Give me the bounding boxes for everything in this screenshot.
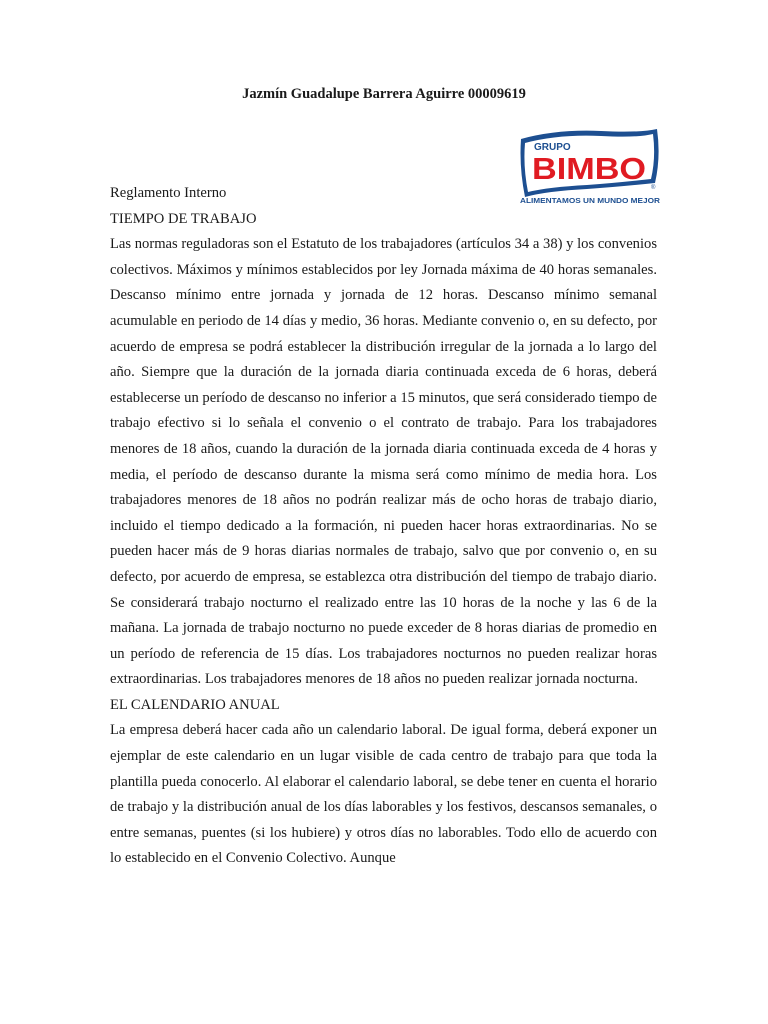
section-heading-calendario: EL CALENDARIO ANUAL <box>110 696 280 713</box>
section-paragraph-calendario: La empresa deberá hacer cada año un calendario laboral. De igual forma, deberá exponer un ejemplar de este calendario en un lugar visible de cada centro de trabajo para que toda la plantilla pueda conocerlo. Al elaborar el calendario laboral, se debe tener en cuenta el horario de trabajo y la distribución anual de los días laborables y los festivos, descansos semanales, o entre semanas, puentes (si los hubiere) y otros días no laborables. Todo ello de acuerdo con lo establecido en el Convenio Colectivo. Aunque <box>110 722 657 867</box>
author-line: Jazmín Guadalupe Barrera Aguirre 00009619 <box>242 86 526 102</box>
logo-brand-text: BIMBO <box>532 151 646 186</box>
logo-registered-mark: ® <box>651 185 656 191</box>
section-paragraph-tiempo: Las normas reguladoras son el Estatuto de los trabajadores (artículos 34 a 38) y los convenios colectivos. Máximos y mínimos establecidos por ley Jornada máxima de 40 horas semanales. Descanso mínimo entre jornada y jornada de 12 horas. Descanso mínimo semanal acumulable en periodo de 14 días y medio, 36 horas. Mediante convenio o, en su defecto, por acuerdo de empresa se podrá establecer la distribución irregular de la jornada a lo largo del año. Siempre que la duración de la jornada diaria continuada exceda de 6 horas, deberá establecerse un período de descanso no inferior a 15 minutos, que será considerado tiempo de trabajo efectivo si lo señala el convenio o el contrato de trabajo. Para los trabajadores menores de 18 años, cuando la duración de la jornada diaria continuada exceda de 4 horas y media, el período de descanso durante la misma será como mínimo de media hora. Los trabajadores menores de 18 años no podrán realizar más de ocho horas de trabajo diario, incluido el tiempo dedicado a la formación, ni pueden hacer horas extraordinarias. No se pueden hacer más de 9 horas diarias normales de trabajo, salvo que por convenio o, en su defecto, por acuerdo de empresa, se establezca otra distribución del tiempo de trabajo diario. Se considerará trabajo nocturno el realizado entre las 10 horas de la noche y las 6 de la mañana. La jornada de trabajo nocturno no puede exceder de 8 horas diarias de promedio en un período de referencia de 15 días. Los trabajadores nocturnos no pueden realizar horas extraordinarias. Los trabajadores menores de 18 años no pueden realizar jornada nocturna. <box>110 236 657 688</box>
doc-title: Reglamento Interno <box>110 185 227 201</box>
section-heading-tiempo: TIEMPO DE TRABAJO <box>110 210 257 227</box>
document-body <box>110 181 657 872</box>
logo-grupo-text: GRUPO <box>534 142 571 153</box>
logo-slogan-text: ALIMENTAMOS UN MUNDO MEJOR <box>520 198 660 205</box>
